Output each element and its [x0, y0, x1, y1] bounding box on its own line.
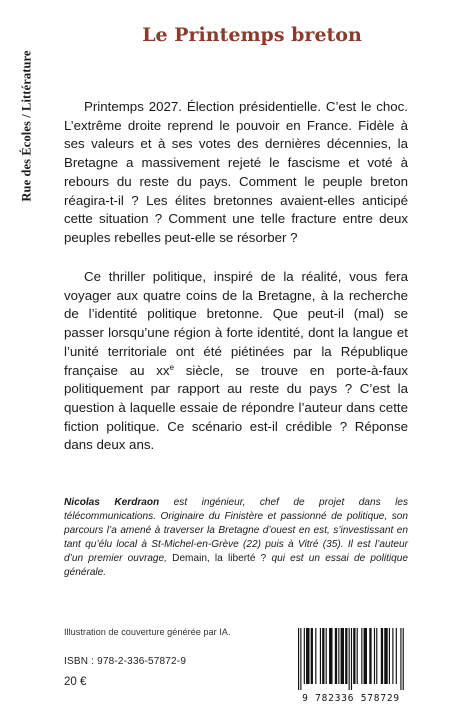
- barcode-bar: [361, 628, 362, 684]
- summary-paragraph-1: Printemps 2027. Élection présidentielle. C’est le choc. L’extrême droite reprend le pouvoir en France. Fidèle à ses valeurs et à ses votes des dernières décennies, la Bretagne a massivement rejeté le fascisme et voté à rebours du reste du pays. Comment le peuple breton réagira-t-il ? Les élites bretonnes avaient-elles anticipé cette situation ? Comment une telle fracture entre deux peuples rebelles peut-elle se résorber ?: [64, 99, 408, 245]
- barcode-bar: [304, 628, 305, 684]
- book-title: Le Printemps breton: [142, 24, 362, 46]
- barcode-bar: [396, 628, 397, 684]
- author-name: Nicolas Kerdraon: [64, 497, 160, 508]
- author-bio: [64, 496, 408, 581]
- barcode-bar: [300, 628, 301, 690]
- barcode-bar: [311, 628, 313, 684]
- price: 20 €: [64, 676, 87, 688]
- barcode-bar: [315, 628, 316, 684]
- barcode-bar: [329, 628, 332, 684]
- barcode-bar: [376, 628, 377, 684]
- barcode-bar: [341, 628, 344, 684]
- collection-label: Rue des Écoles / Littérature: [19, 50, 34, 202]
- author-bio-end: qui est un essai de politique générale.: [64, 553, 408, 579]
- barcode-bar: [403, 628, 404, 690]
- barcode-bar: [400, 628, 401, 690]
- barcode-bar: [320, 628, 321, 684]
- isbn: ISBN : 978-2-336-57872-9: [64, 656, 187, 667]
- summary-paragraph-2: [64, 268, 408, 455]
- barcode-bar: [306, 628, 309, 684]
- barcode-bar: [381, 628, 383, 684]
- barcode-bar: [322, 628, 324, 684]
- barcode-bar: [389, 628, 390, 684]
- barcode: [286, 626, 416, 704]
- barcode-bar: [357, 628, 358, 684]
- barcode-bar: [349, 628, 350, 690]
- author-bio-text: est ingénieur, chef de projet dans les télécommunications. Originaire du Finistère et passionné de politique, son parcours l’a amené à traverser la Bretagne d’ouest en est, s’investissant en tant qu’élu local à St-Michel-en-Grève (22) puis à Vitré (35). Il est l’auteur d’un premier ouvrage,: [64, 497, 408, 565]
- summary-paragraph-2-start: Ce thriller politique, inspiré de la réalité, vous fera voyager aux quatre coins de la Bretagne, à la recherche de l’identité politique bretonne. Que peut-il (mal) se passer lorsqu’une région à forte identité, dont la langue et l’unité territoriale ont été piétinées par la République française au xx: [64, 269, 408, 378]
- barcode-bar: [374, 628, 375, 684]
- previous-book-title: Demain, la liberté ?: [172, 553, 267, 565]
- barcode-bar: [353, 628, 355, 684]
- barcode-bar: [335, 628, 337, 684]
- barcode-bar: [326, 628, 327, 684]
- spine: [0, 0, 54, 716]
- barcode-bar: [384, 628, 387, 684]
- barcode-bars: [286, 626, 416, 690]
- barcode-bar: [364, 628, 367, 684]
- barcode-bar: [392, 628, 393, 684]
- barcode-bar: [345, 628, 347, 684]
- barcode-digits: 9 782336 578729: [302, 693, 400, 704]
- summary-paragraph-2-end: siècle, se trouve en porte-à-faux politiquement par rapport au reste du pays ? C’est la question à laquelle essaie de répondre l’auteur dans cette fiction politique. Ce scénario est-il crédible ? Réponse dans deux ans.: [64, 362, 408, 453]
- barcode-bar: [369, 628, 371, 684]
- century-superscript: e: [169, 362, 175, 372]
- barcode-bar: [338, 628, 339, 684]
- barcode-bar: [298, 628, 299, 690]
- barcode-bar: [351, 628, 352, 690]
- cover-credit: Illustration de couverture générée par IA.: [64, 627, 231, 637]
